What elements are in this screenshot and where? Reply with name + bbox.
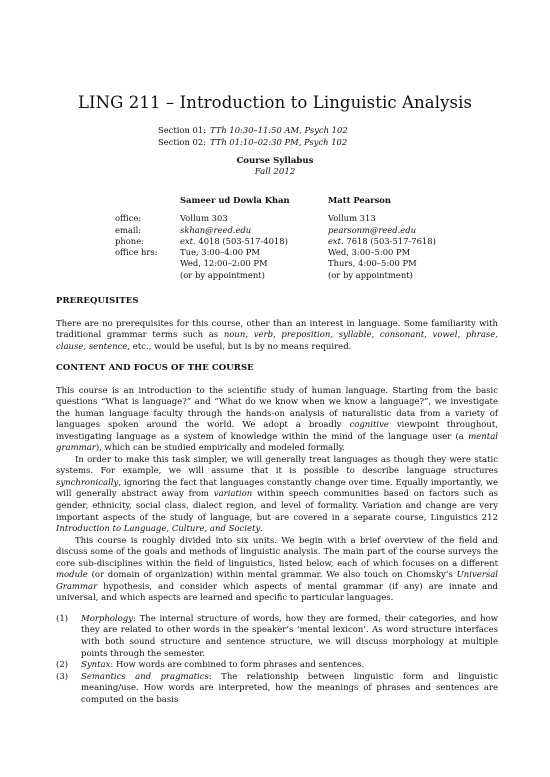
row-label: phone: xyxy=(115,235,144,246)
office-pearson: Vollum 313 xyxy=(328,213,376,224)
email-pearson[interactable]: pearsonm@reed.edu xyxy=(328,224,417,235)
syllabus-term: Fall 2012 xyxy=(254,167,296,177)
list-item xyxy=(56,614,498,660)
list-text: Morphology: The internal structure of words, how they are formed, their categories, and how they are related to other words in the speaker’s ‘mental lexicon’. As word structure interfaces with both sound structure and sentence structure, we will discuss morphology at multiple points through the semester. xyxy=(81,613,498,659)
phone-number: 7618 (503-517-7618) xyxy=(343,235,436,246)
list-number: (3) xyxy=(56,671,69,682)
row-label xyxy=(115,258,180,269)
hours-pearson: Thurs, 4:00–5:00 PM xyxy=(328,258,417,269)
syllabus-title: Course Syllabus xyxy=(236,156,314,166)
email-khan[interactable]: skhan@reed.edu xyxy=(180,224,252,235)
list-text: Syntax: How words are combined to form phrases and sentences. xyxy=(81,660,365,671)
ext-label: ext. xyxy=(180,235,196,246)
phone-khan xyxy=(180,236,328,247)
section-time: TTh 01:10–02:30 PM, Psych 102 xyxy=(210,136,348,147)
phone-number: 4018 (503-517-4018) xyxy=(195,235,288,246)
row-label: email: xyxy=(115,224,142,235)
list-number: (1) xyxy=(56,613,69,624)
section-label: Section 02: xyxy=(157,136,206,147)
instructor-name: Sameer ud Dowla Khan xyxy=(180,195,290,205)
instructor-row xyxy=(115,258,436,269)
section-heading: PREREQUISITES xyxy=(56,296,139,306)
instructor-name: Matt Pearson xyxy=(328,195,391,205)
hours-pearson: (or by appointment) xyxy=(328,269,413,280)
paragraph: In order to make this task simpler, we will generally treat languages as though they were static systems. For example, we will assume that it is possible to describe language structures synchronically, ignoring the fact that languages constantly change over time. Equally importantly, we will generally abstract away from variation within speech communities based on factors such as gender, ethnicity, social class, dialect region, and level of formality. Variation and change are very important aspects of the study of language, but are covered in a separate course, Linguistics 212 Introduction to Language, Culture, and Society. xyxy=(56,454,499,535)
instructor-row xyxy=(115,247,436,258)
instructor-row xyxy=(115,213,436,224)
list-text: Semantics and pragmatics: The relationship between linguistic form and linguistic meaning/use. How words are interpreted, how the meanings of phrases and sentences are computed on the basis xyxy=(81,671,498,705)
section-row xyxy=(150,125,348,137)
instructor-row xyxy=(115,270,436,281)
list-number: (2) xyxy=(56,660,69,671)
ext-label: ext. xyxy=(328,235,344,246)
instructor-table xyxy=(115,195,436,281)
syllabus-heading xyxy=(0,156,550,178)
prerequisites-text: There are no prerequisites for this course, other than an interest in language. Some familiarity with traditional grammar terms such as noun, verb, preposition, syllable, consonant, vowel, phrase, clause, sentence, etc., would be useful, but is by no means required. xyxy=(56,318,498,352)
prerequisites-section xyxy=(56,296,498,353)
hours-khan: Wed, 12:00–2:00 PM xyxy=(180,258,268,269)
office-khan: Vollum 303 xyxy=(180,213,228,224)
list-item xyxy=(56,672,498,707)
row-label: office hrs: xyxy=(115,247,158,258)
list-item xyxy=(56,660,498,672)
content-section xyxy=(56,363,498,706)
instructor-row xyxy=(115,225,436,236)
row-label xyxy=(115,270,180,281)
phone-pearson xyxy=(328,236,436,247)
hours-pearson: Wed, 3:00–5:00 PM xyxy=(328,247,411,258)
section-time: TTh 10:30–11:50 AM, Psych 102 xyxy=(210,125,348,135)
row-label: office: xyxy=(115,213,142,224)
instructor-row xyxy=(115,236,436,247)
section-row xyxy=(150,137,348,149)
section-label: Section 01: xyxy=(157,125,206,135)
hours-khan: Tue, 3:00–4:00 PM xyxy=(180,247,260,258)
hours-khan: (or by appointment) xyxy=(180,269,265,280)
unit-list xyxy=(56,614,498,706)
paragraph: This course is an introduction to the scientific study of human language. Starting from the basic questions “What is language?” and “What do we know when we know a language?”, we investigate the human language faculty through the hands-on analysis of naturalistic data from a variety of languages spoken around the world. We adopt a broadly cognitive viewpoint throughout, investigating language as a system of knowledge within the mind of the language user (a mental grammar), which can be studied empirically and modeled formally. xyxy=(56,385,499,454)
instructor-names-row xyxy=(115,195,436,213)
paragraph: This course is roughly divided into six units. We begin with a brief overview of the field and discuss some of the goals and methods of linguistic analysis. The main part of the course surveys the core sub-disciplines within the field of linguistics, listed below, each of which focuses on a different module (or domain of organization) within mental grammar. We also touch on Chomsky’s Universal Grammar hypothesis, and consider which aspects of mental grammar (if any) are innate and universal, and which aspects are learned and specific to particular languages. xyxy=(56,535,498,604)
section-heading: CONTENT AND FOCUS OF THE COURSE xyxy=(56,363,254,373)
section-list xyxy=(150,125,348,148)
course-title: LING 211 – Introduction to Linguistic Analysis xyxy=(77,93,473,112)
